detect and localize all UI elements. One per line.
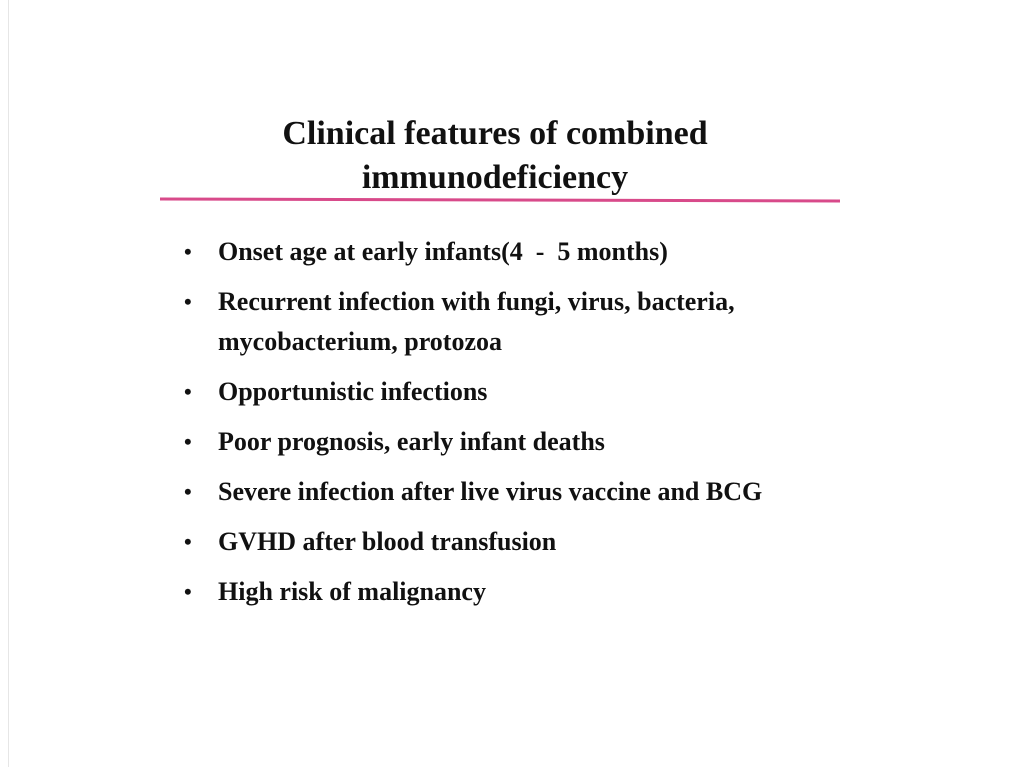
slide-title xyxy=(160,112,830,200)
bullet-icon: • xyxy=(184,429,192,454)
bullet-text: Onset age at early infants(4 - 5 months) xyxy=(218,237,668,266)
bullet-item xyxy=(180,522,860,562)
bullet-text: GVHD after blood transfusion xyxy=(218,527,557,556)
bullet-icon: • xyxy=(184,379,192,404)
title-line-1: Clinical features of combined xyxy=(282,115,708,152)
bullet-list xyxy=(180,232,860,622)
bullet-item xyxy=(180,372,860,412)
bullet-icon: • xyxy=(184,289,192,314)
bullet-icon: • xyxy=(184,529,192,554)
bullet-text: Poor prognosis, early infant deaths xyxy=(218,427,605,456)
bullet-item xyxy=(180,472,860,512)
title-line-2: immunodeficiency xyxy=(361,159,629,196)
bullet-text: Severe infection after live virus vaccine and BCG xyxy=(218,477,763,506)
bullet-text: Recurrent infection with fungi, virus, bacteria, mycobacterium, protozoa xyxy=(218,287,735,356)
title-divider xyxy=(160,197,840,203)
bullet-item xyxy=(180,422,860,462)
bullet-item xyxy=(180,232,860,272)
bullet-item xyxy=(180,282,860,362)
bullet-icon: • xyxy=(184,239,192,264)
bullet-text: Opportunistic infections xyxy=(218,377,488,406)
bullet-item xyxy=(180,572,860,612)
slide-edge xyxy=(8,0,9,767)
bullet-icon: • xyxy=(184,479,192,504)
bullet-text: High risk of malignancy xyxy=(218,577,486,606)
bullet-icon: • xyxy=(184,579,192,604)
